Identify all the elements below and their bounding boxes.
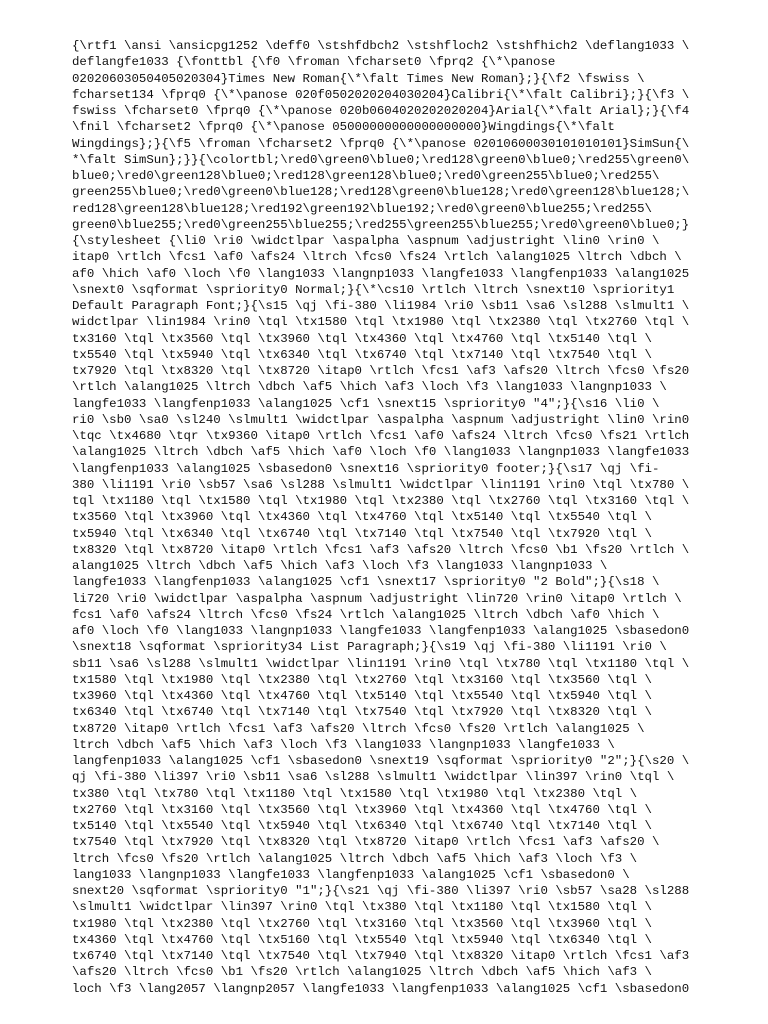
text-line: tx8320 \tql \tx8720 \itap0 \rtlch \fcs1 \af3 \afs20 \ltrch \fcs0 \b1 \fs20 \rtlch \ — [72, 542, 690, 557]
text-line: \snext18 \sqformat \spriority34 List Paragraph;}{\s19 \qj \fi-380 \li1191 \ri0 \ — [72, 640, 667, 655]
text-line: 380 \li1191 \ri0 \sb57 \sa6 \sl288 \slmult1 \widctlpar \lin1191 \rin0 \tql \tx780 \ — [72, 477, 690, 492]
text-line: tx7540 \tql \tx7920 \tql \tx8320 \tql \tx8720 \itap0 \rtlch \fcs1 \af3 \afs20 \ — [72, 835, 660, 850]
text-line: deflangfe1033 {\fonttbl {\f0 \froman \fcharset0 \fprq2 {\*\panose — [72, 55, 556, 70]
text-line: tx2760 \tql \tx3160 \tql \tx3560 \tql \tx3960 \tql \tx4360 \tql \tx4760 \tql \ — [72, 802, 652, 817]
text-line: qj \fi-380 \li397 \ri0 \sb11 \sa6 \sl288 \slmult1 \widctlpar \lin397 \rin0 \tql \ — [72, 770, 675, 785]
text-line: tql \tx1180 \tql \tx1580 \tql \tx1980 \tql \tx2380 \tql \tx2760 \tql \tx3160 \tql \ — [72, 494, 690, 508]
text-line: af0 \loch \f0 \lang1033 \langnp1033 \langfe1033 \langfenp1033 \alang1025 \sbasedon0 — [72, 624, 690, 638]
text-line: \fnil \fcharset2 \fprq0 {\*\panose 05000000000000000000}Wingdings{\*\falt — [72, 120, 615, 135]
text-line: tx6340 \tql \tx6740 \tql \tx7140 \tql \tx7540 \tql \tx7920 \tql \tx8320 \tql \ — [72, 705, 652, 720]
text-line: snext20 \sqformat \spriority0 "1";}{\s21 \qj \fi-380 \li397 \ri0 \sb57 \sa28 \sl288 — [72, 884, 690, 898]
text-line: af0 \hich \af0 \loch \f0 \lang1033 \langnp1033 \langfe1033 \langfenp1033 \alang1025 — [72, 266, 690, 281]
text-line: tx3160 \tql \tx3560 \tql \tx3960 \tql \tx4360 \tql \tx4760 \tql \tx5140 \tql \ — [72, 331, 652, 346]
text-line: \afs20 \ltrch \fcs0 \b1 \fs20 \rtlch \alang1025 \ltrch \dbch \af5 \hich \af3 \ — [72, 965, 652, 980]
text-line: fcs1 \af0 \afs24 \ltrch \fcs0 \fs24 \rtlch \alang1025 \ltrch \dbch \af0 \hich \ — [72, 607, 660, 622]
text-line: tx5140 \tql \tx5540 \tql \tx5940 \tql \tx6340 \tql \tx6740 \tql \tx7140 \tql \ — [72, 819, 652, 833]
text-line: Default Paragraph Font;}{\s15 \qj \fi-380 \li1984 \ri0 \sb11 \sa6 \sl288 \slmult1 \ — [72, 299, 690, 313]
text-line: ltrch \fcs0 \fs20 \rtlch \alang1025 \ltrch \dbch \af5 \hich \af3 \loch \f3 \ — [72, 851, 638, 866]
text-line: lang1033 \langnp1033 \langfe1033 \langfenp1033 \alang1025 \cf1 \sbasedon0 \ — [72, 867, 630, 882]
text-line: fswiss \fcharset0 \fprq0 {\*\panose 020b0604020202020204}Arial{\*\falt Arial};}{\f4 — [72, 104, 690, 118]
text-line: tx3960 \tql \tx4360 \tql \tx4760 \tql \tx5140 \tql \tx5540 \tql \tx5940 \tql \ — [72, 689, 652, 703]
text-line: \slmult1 \widctlpar \lin397 \rin0 \tql \tx380 \tql \tx1180 \tql \tx1580 \tql \ — [72, 900, 652, 915]
rtf-source-text — [72, 38, 702, 997]
text-line: tx7920 \tql \tx8320 \tql \tx8720 \itap0 \rtlch \fcs1 \af3 \afs20 \ltrch \fcs0 \fs20 — [72, 364, 690, 378]
text-line: Wingdings};}{\f5 \froman \fcharset2 \fprq0 {\*\panose 02010600030101010101}SimSun{\ — [72, 136, 690, 151]
text-line: tx5540 \tql \tx5940 \tql \tx6340 \tql \tx6740 \tql \tx7140 \tql \tx7540 \tql \ — [72, 347, 652, 362]
text-line: \snext0 \sqformat \spriority0 Normal;}{\*\cs10 \rtlch \ltrch \snext10 \spriority1 — [72, 282, 675, 297]
text-line: *\falt SimSun};}}{\colortbl;\red0\green0\blue0;\red128\green0\blue0;\red255\green0\ — [72, 152, 690, 167]
text-line: \alang1025 \ltrch \dbch \af5 \hich \af0 \loch \f0 \lang1033 \langnp1033 \langfe1033 — [72, 445, 690, 460]
text-line: fcharset134 \fprq0 {\*\panose 020f0502020204030204}Calibri{\*\falt Calibri};}{\f3 \ — [72, 87, 690, 102]
text-line: red128\green128\blue128;\red192\green192\blue192;\red0\green0\blue255;\red255\ — [72, 201, 652, 216]
text-line: tx6740 \tql \tx7140 \tql \tx7540 \tql \tx7940 \tql \tx8320 \itap0 \rtlch \fcs1 \af3 — [72, 949, 690, 963]
text-line: green255\blue0;\red0\green0\blue128;\red128\green0\blue128;\red0\green128\blue128;\ — [72, 185, 690, 200]
text-line: sb11 \sa6 \sl288 \slmult1 \widctlpar \lin1191 \rin0 \tql \tx780 \tql \tx1180 \tql \ — [72, 656, 690, 671]
text-line: itap0 \rtlch \fcs1 \af0 \afs24 \ltrch \fcs0 \fs24 \rtlch \alang1025 \ltrch \dbch \ — [72, 250, 682, 265]
text-line: \tqc \tx4680 \tqr \tx9360 \itap0 \rtlch \fcs1 \af0 \afs24 \ltrch \fcs0 \fs21 \rtlch — [72, 429, 690, 443]
text-line: ltrch \dbch \af5 \hich \af3 \loch \f3 \lang1033 \langnp1033 \langfe1033 \ — [72, 737, 615, 752]
text-line: green0\blue255;\red0\green255\blue255;\red255\green255\blue255;\red0\green0\blue0;} — [72, 217, 690, 232]
text-line: loch \f3 \lang2057 \langnp2057 \langfe1033 \langfenp1033 \alang1025 \cf1 \sbasedon0 — [72, 981, 690, 996]
text-line: langfe1033 \langfenp1033 \alang1025 \cf1 \snext17 \spriority0 "2 Bold";}{\s18 \ — [72, 575, 660, 590]
text-line: {\rtf1 \ansi \ansicpg1252 \deff0 \stshfdbch2 \stshfloch2 \stshfhich2 \deflang1033 \ — [72, 39, 690, 53]
text-line: alang1025 \ltrch \dbch \af5 \hich \af3 \loch \f3 \lang1033 \langnp1033 \ — [72, 559, 608, 573]
text-line: tx4360 \tql \tx4760 \tql \tx5160 \tql \tx5540 \tql \tx5940 \tql \tx6340 \tql \ — [72, 932, 652, 947]
text-line: langfe1033 \langfenp1033 \alang1025 \cf1 \snext15 \spriority0 "4";}{\s16 \li0 \ — [72, 396, 660, 411]
text-line: tx5940 \tql \tx6340 \tql \tx6740 \tql \tx7140 \tql \tx7540 \tql \tx7920 \tql \ — [72, 526, 652, 541]
text-line: \langfenp1033 \alang1025 \sbasedon0 \snext16 \spriority0 footer;}{\s17 \qj \fi- — [72, 461, 660, 476]
text-line: tx1580 \tql \tx1980 \tql \tx2380 \tql \tx2760 \tql \tx3160 \tql \tx3560 \tql \ — [72, 672, 652, 687]
text-line: blue0;\red0\green128\blue0;\red128\green128\blue0;\red0\green255\blue0;\red255\ — [72, 169, 660, 183]
text-line: tx380 \tql \tx780 \tql \tx1180 \tql \tx1580 \tql \tx1980 \tql \tx2380 \tql \ — [72, 786, 638, 801]
text-line: tx3560 \tql \tx3960 \tql \tx4360 \tql \tx4760 \tql \tx5140 \tql \tx5540 \tql \ — [72, 510, 652, 525]
text-line: langfenp1033 \alang1025 \cf1 \sbasedon0 \snext19 \sqformat \spriority0 "2";}{\s20 \ — [72, 754, 690, 768]
text-line: 02020603050405020304}Times New Roman{\*\falt Times New Roman};}{\f2 \fswiss \ — [72, 71, 645, 86]
text-line: \rtlch \alang1025 \ltrch \dbch \af5 \hich \af3 \loch \f3 \lang1033 \langnp1033 \ — [72, 380, 667, 395]
text-line: ri0 \sb0 \sa0 \sl240 \slmult1 \widctlpar \aspalpha \aspnum \adjustright \lin0 \rin0 — [72, 412, 690, 427]
text-line: {\stylesheet {\li0 \ri0 \widctlpar \aspalpha \aspnum \adjustright \lin0 \rin0 \ — [72, 234, 660, 248]
text-line: tx8720 \itap0 \rtlch \fcs1 \af3 \afs20 \ltrch \fcs0 \fs20 \rtlch \alang1025 \ — [72, 721, 645, 736]
text-line: tx1980 \tql \tx2380 \tql \tx2760 \tql \tx3160 \tql \tx3560 \tql \tx3960 \tql \ — [72, 916, 652, 931]
text-line: li720 \ri0 \widctlpar \aspalpha \aspnum \adjustright \lin720 \rin0 \itap0 \rtlch \ — [72, 591, 682, 606]
text-line: widctlpar \lin1984 \rin0 \tql \tx1580 \tql \tx1980 \tql \tx2380 \tql \tx2760 \tql \ — [72, 315, 690, 330]
